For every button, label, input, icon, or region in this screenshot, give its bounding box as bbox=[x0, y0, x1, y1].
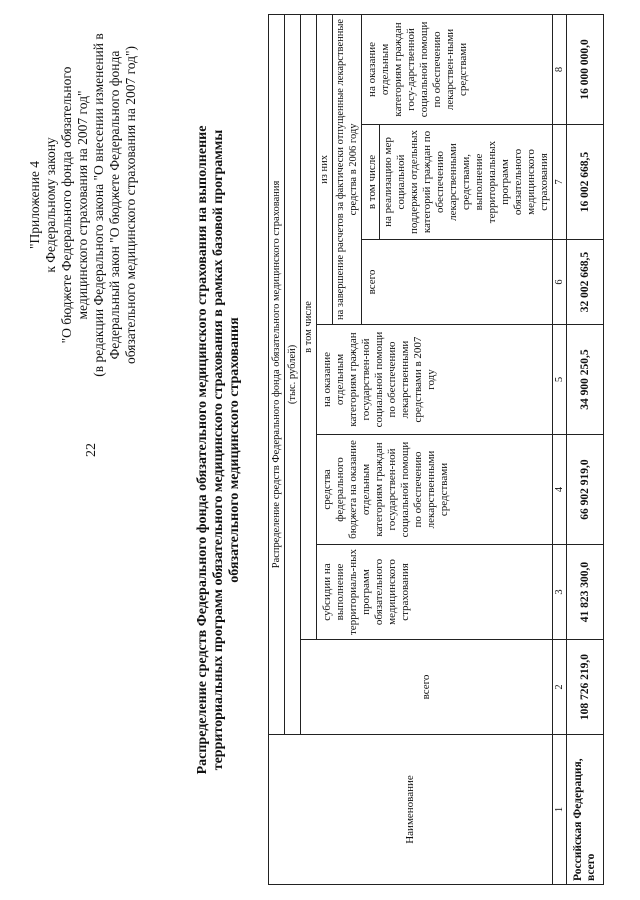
header-federal-budget: средства федерального бюджета на оказание отдельным категориям граждан государствен-ной социальной помощи по обеспечению лекарственными средствами bbox=[317, 435, 553, 545]
column-index: 7 bbox=[553, 125, 567, 240]
column-index: 8 bbox=[553, 14, 567, 124]
column-index: 5 bbox=[553, 325, 567, 435]
row-name: Российская Федерация, всего bbox=[567, 735, 604, 885]
column-index: 2 bbox=[553, 640, 567, 735]
header-distribution: Распределение средств Федерального фонда обязательного медицинского страхования bbox=[269, 14, 285, 734]
value-total: 108 726 219,0 bbox=[567, 640, 604, 735]
header-name: Наименование bbox=[269, 735, 553, 885]
header-total: всего bbox=[301, 640, 553, 735]
header-2006-total: всего bbox=[362, 240, 553, 325]
header-territorial bbox=[362, 125, 553, 240]
appendix-line: обязательного медицинского страхования на 2007 год") bbox=[123, 45, 138, 365]
appendix-line: "Приложение 4 bbox=[27, 160, 42, 250]
header-2006-settlement: на завершение расчетов за фактически отпущенные лекарственные средства в 2006 году bbox=[333, 14, 362, 324]
value-state-help: 16 000 000,0 bbox=[567, 14, 604, 124]
value-federal-budget: 66 902 919,0 bbox=[567, 435, 604, 545]
appendix-header bbox=[27, 10, 139, 400]
header-subsidies: субсидии на выполнение территориаль-ных программ обязательного медицинского страхования bbox=[317, 545, 553, 640]
column-index: 4 bbox=[553, 435, 567, 545]
title-line: обязательного медицинского страхования bbox=[227, 317, 242, 583]
title-line: территориальных программ обязательного медицинского страхования в рамках базовой программы bbox=[211, 129, 226, 771]
header-territorial-text: на реализацию мер социальной поддержки отдельных категорий граждан по обеспечению лекарственными средствами, выполнение территориальных программ обязательного медицинского страхования bbox=[382, 130, 550, 235]
header-of-them: из них bbox=[317, 14, 333, 324]
value-subsidies: 41 823 300,0 bbox=[567, 545, 604, 640]
distribution-table bbox=[268, 14, 604, 885]
title-line: Распределение средств Федерального фонда обязательного медицинского страхования на выполнение bbox=[195, 125, 210, 775]
document-title bbox=[195, 110, 243, 790]
value-2006-total: 32 002 668,5 bbox=[567, 240, 604, 325]
column-index: 6 bbox=[553, 240, 567, 325]
appendix-line: (в редакции Федерального закона "О внесении изменений в bbox=[91, 33, 106, 377]
header-2007: на оказание отдельным категориям граждан государствен-ной социальной помощи по обеспечению лекарственными средствами в 2007 году bbox=[317, 325, 553, 435]
column-index: 3 bbox=[553, 545, 567, 640]
value-territorial: 16 002 668,5 bbox=[567, 125, 604, 240]
table-row bbox=[567, 14, 604, 884]
appendix-line: медицинского страхования на 2007 год" bbox=[75, 90, 90, 320]
header-units: (тыс. рублей) bbox=[285, 14, 301, 734]
value-2007: 34 900 250,5 bbox=[567, 325, 604, 435]
appendix-line: Федеральный закон "О бюджете Федерального фонда bbox=[107, 50, 122, 360]
appendix-line: к Федеральному закону bbox=[43, 137, 58, 273]
appendix-line: "О бюджете Федерального фонда обязательного bbox=[59, 66, 74, 344]
header-state-help: на оказание отдельным категориям граждан госу-дарственной социальной помощи по обеспечению лекарствен-ными средствами bbox=[362, 14, 553, 124]
page-number: 22 bbox=[84, 443, 99, 457]
header-in-that-number-2: в том числе bbox=[366, 125, 380, 239]
column-index: 1 bbox=[553, 735, 567, 885]
header-in-that-number: в том числе bbox=[301, 14, 317, 639]
